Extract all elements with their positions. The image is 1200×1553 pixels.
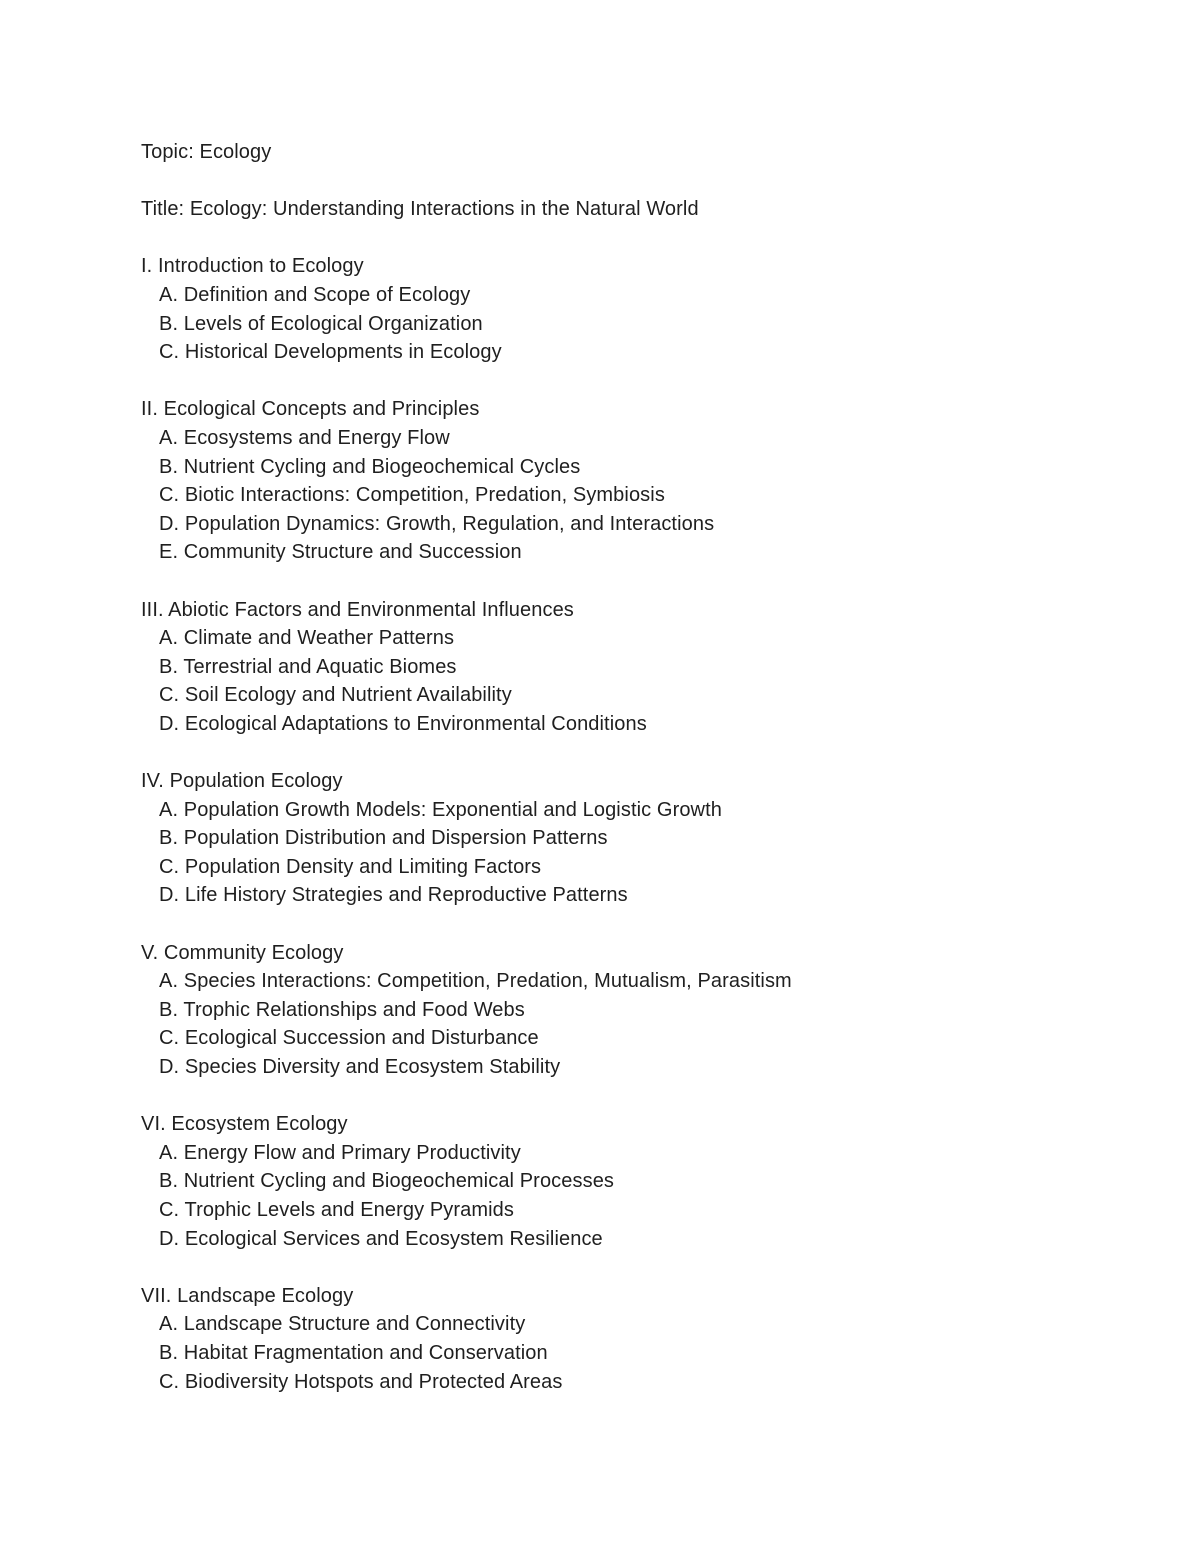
section-heading: VII. Landscape Ecology bbox=[141, 1284, 354, 1307]
spacer bbox=[141, 910, 1141, 939]
outline-body bbox=[141, 138, 1141, 1396]
section-heading: II. Ecological Concepts and Principles bbox=[141, 398, 480, 421]
section-item: A. Species Interactions: Competition, Predation, Mutualism, Parasitism bbox=[159, 970, 792, 993]
spacer bbox=[141, 224, 1141, 253]
section-item: A. Climate and Weather Patterns bbox=[159, 627, 455, 650]
section-item: B. Population Distribution and Dispersion Patterns bbox=[159, 827, 608, 850]
section-item: C. Biotic Interactions: Competition, Predation, Symbiosis bbox=[159, 484, 665, 507]
section-item: C. Biodiversity Hotspots and Protected Areas bbox=[159, 1370, 563, 1393]
section-item: A. Energy Flow and Primary Productivity bbox=[159, 1141, 521, 1164]
section-heading: I. Introduction to Ecology bbox=[141, 255, 364, 278]
section-item: D. Ecological Adaptations to Environmental Conditions bbox=[159, 712, 647, 735]
section-item: A. Landscape Structure and Connectivity bbox=[159, 1313, 526, 1336]
spacer bbox=[141, 167, 1141, 196]
section-item: C. Population Density and Limiting Factors bbox=[159, 855, 542, 878]
outline-section bbox=[141, 767, 1141, 910]
spacer bbox=[141, 367, 1141, 396]
outline-section bbox=[141, 395, 1141, 567]
section-item: A. Definition and Scope of Ecology bbox=[159, 283, 471, 306]
section-item: D. Population Dynamics: Growth, Regulation, and Interactions bbox=[159, 512, 715, 535]
section-item: B. Habitat Fragmentation and Conservation bbox=[159, 1341, 548, 1364]
section-item: D. Ecological Services and Ecosystem Resilience bbox=[159, 1227, 603, 1250]
title-line: Title: Ecology: Understanding Interactions in the Natural World bbox=[141, 198, 699, 221]
spacer bbox=[141, 1082, 1141, 1111]
section-item: E. Community Structure and Succession bbox=[159, 541, 522, 564]
section-item: C. Trophic Levels and Energy Pyramids bbox=[159, 1198, 514, 1221]
section-item: A. Population Growth Models: Exponential and Logistic Growth bbox=[159, 798, 722, 821]
outline-section bbox=[141, 1110, 1141, 1253]
section-item: C. Soil Ecology and Nutrient Availability bbox=[159, 684, 512, 707]
section-item: C. Ecological Succession and Disturbance bbox=[159, 1027, 539, 1050]
section-item: B. Levels of Ecological Organization bbox=[159, 312, 483, 335]
section-item: D. Species Diversity and Ecosystem Stability bbox=[159, 1056, 561, 1078]
outline-section bbox=[141, 596, 1141, 739]
section-heading: V. Community Ecology bbox=[141, 941, 344, 964]
section-item: C. Historical Developments in Ecology bbox=[159, 341, 502, 364]
section-heading: III. Abiotic Factors and Environmental Influences bbox=[141, 598, 574, 621]
outline-section bbox=[141, 939, 1141, 1082]
section-item: B. Terrestrial and Aquatic Biomes bbox=[159, 655, 457, 678]
section-item: D. Life History Strategies and Reproductive Patterns bbox=[159, 884, 628, 907]
spacer bbox=[141, 738, 1141, 767]
section-item: B. Nutrient Cycling and Biogeochemical Processes bbox=[159, 1170, 615, 1193]
section-heading: IV. Population Ecology bbox=[141, 770, 343, 793]
section-item: A. Ecosystems and Energy Flow bbox=[159, 426, 450, 449]
outline-section bbox=[141, 252, 1141, 366]
section-heading: VI. Ecosystem Ecology bbox=[141, 1113, 348, 1136]
section-item: B. Trophic Relationships and Food Webs bbox=[159, 998, 525, 1021]
spacer bbox=[141, 567, 1141, 596]
spacer bbox=[141, 1253, 1141, 1282]
outline-section bbox=[141, 1282, 1141, 1396]
topic-line: Topic: Ecology bbox=[141, 141, 272, 163]
section-item: B. Nutrient Cycling and Biogeochemical Cycles bbox=[159, 455, 581, 478]
